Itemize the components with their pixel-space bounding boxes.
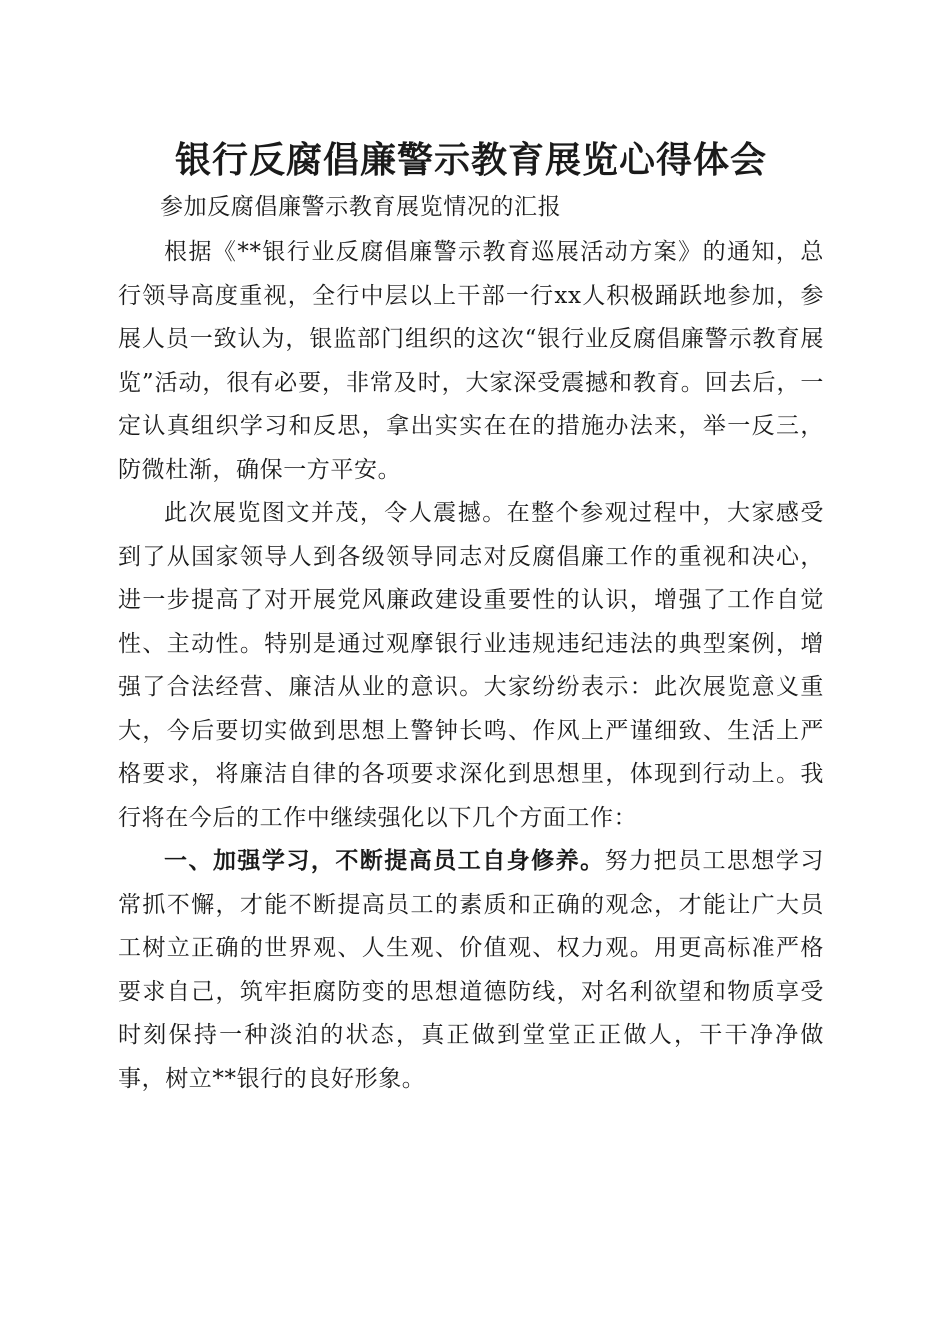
paragraph-notice: 根据《**银行业反腐倡廉警示教育巡展活动方案》的通知，总行领导高度重视，全行中层以上干部一行xx人积极踊跃地参加，参展人员一致认为，银监部门组织的这次“银行业反腐倡廉警示教育展览”活动，很有必要，非常及时，大家深受震撼和教育。回去后，一定认真组织学习和反思，拿出实实在在的措施办法来，举一反三，防微杜渐，确保一方平安。	[118, 239, 824, 483]
document-page	[118, 135, 824, 1101]
paragraph-exhibition: 此次展览图文并茂，令人震撼。在整个参观过程中，大家感受到了从国家领导人到各级领导同志对反腐倡廉工作的重视和决心，进一步提高了对开展党风廉政建设重要性的认识，增强了工作自觉性、主动性。特别是通过观摩银行业违规违纪违法的典型案例，增强了合法经营、廉洁从业的意识。大家纷纷表示：此次展览意义重大，今后要切实做到思想上警钟长鸣、作风上严谨细致、生活上严格要求，将廉洁自律的各项要求深化到思想里，体现到行动上。我行将在今后的工作中继续强化以下几个方面工作：	[118, 500, 824, 831]
document-title: 银行反腐倡廉警示教育展览心得体会	[174, 139, 767, 181]
paragraph-study-text: 努力把员工思想学习常抓不懈，才能不断提高员工的素质和正确的观念，才能让广大员工树立正确的世界观、人生观、价值观、权力观。用更高标准严格要求自己，筑牢拒腐防变的思想道德防线，对名利欲望和物质享受时刻保持一种淡泊的状态，真正做到堂堂正正做人，干干净净做事，树立**银行的良好形象。	[118, 848, 824, 1092]
document-subtitle: 参加反腐倡廉警示教育展览情况的汇报	[160, 194, 562, 220]
section-heading: 一、加强学习，不断提高员工自身修养。	[164, 848, 605, 874]
paragraph-study	[118, 840, 824, 1101]
